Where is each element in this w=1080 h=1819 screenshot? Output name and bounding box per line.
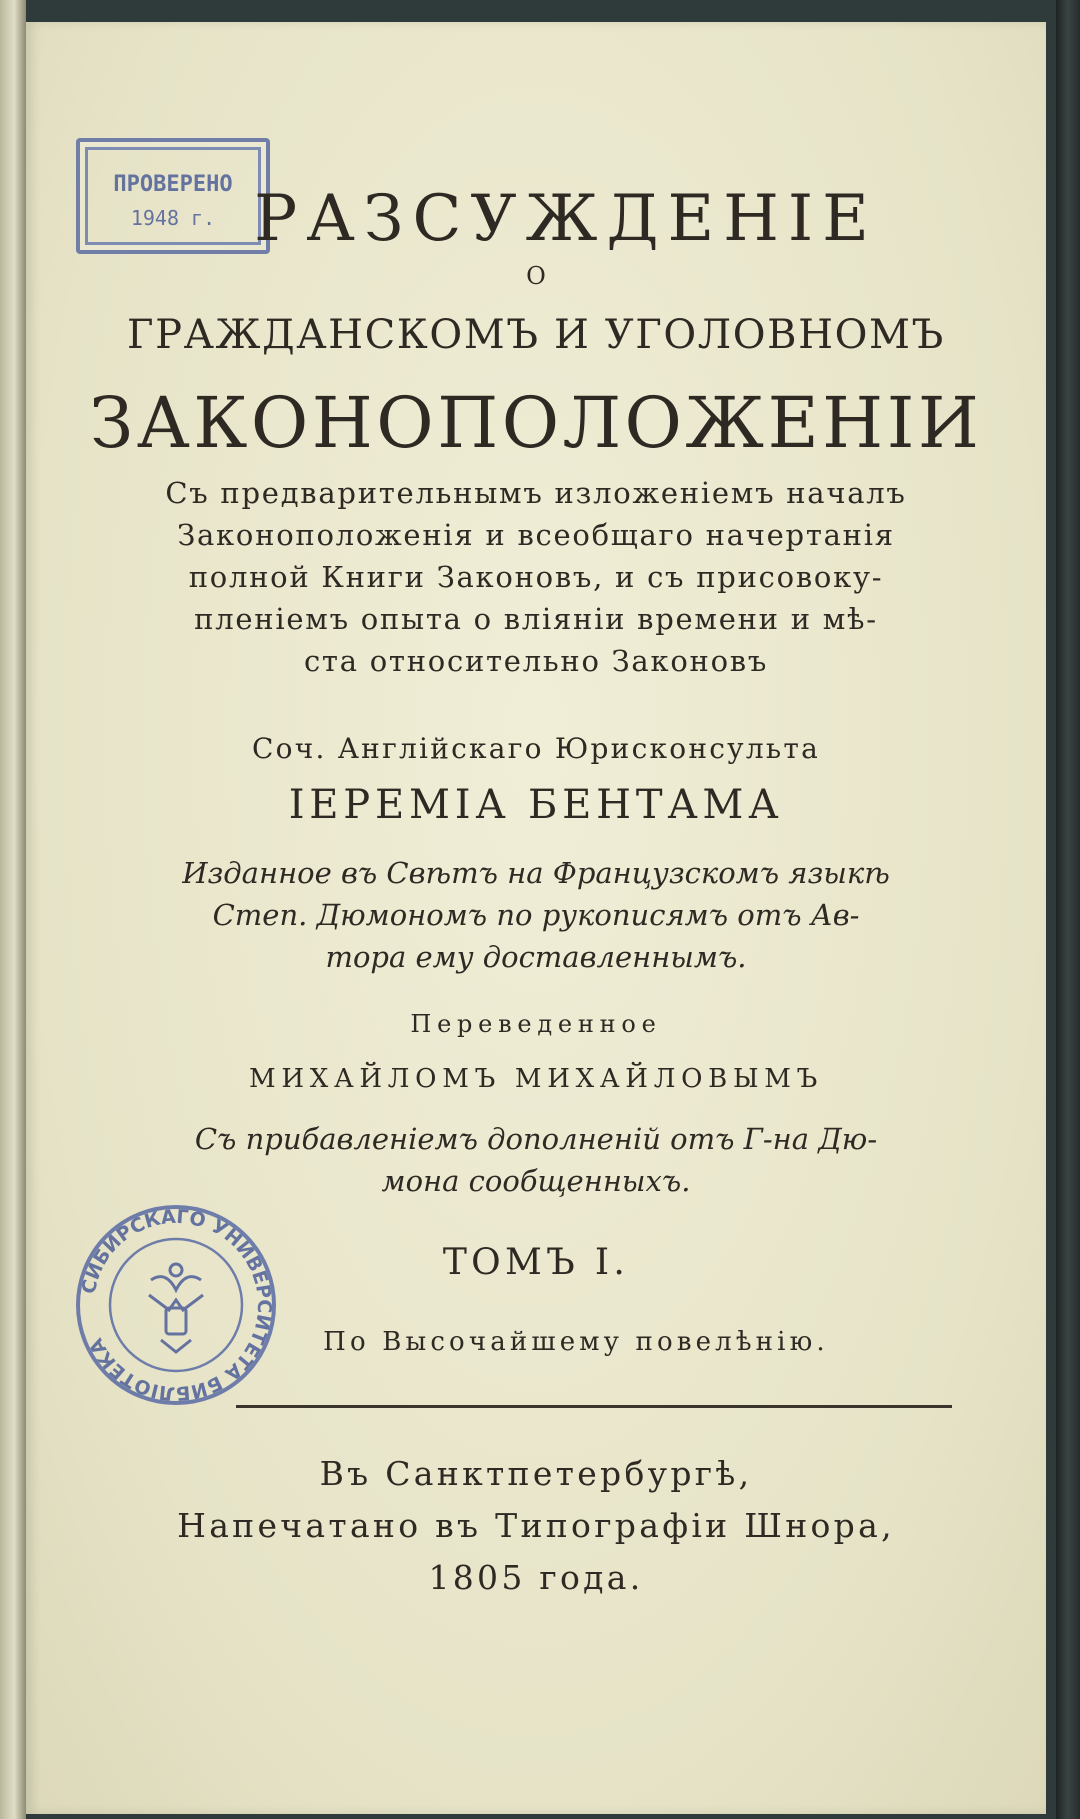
description-line: Съ предварительнымъ изложеніемъ началъ [165, 476, 907, 510]
addition-line: Съ прибавленіемъ дополненій отъ Г-на Дю- [194, 1122, 878, 1156]
addition-line: мона сообщенныхъ. [381, 1164, 691, 1198]
book-main-title: ЗАКОНОПОЛОЖЕНІИ [89, 382, 983, 464]
library-stamp-icon [71, 1200, 281, 1410]
translated-label: Переведенное [410, 1010, 662, 1038]
library-stamp-text: СИБИРСКАГО УНИВЕРСИТЕТА БИБЛІОТЕКА [77, 1205, 276, 1405]
translator-name: МИХАЙЛОМЪ МИХАЙЛОВЫМЪ [249, 1064, 823, 1094]
addition-block [26, 1118, 1046, 1202]
imprint-line: Напечатано въ Типографіи Шнора, [177, 1506, 895, 1545]
stamp-line-2: 1948 г. [130, 206, 216, 230]
description-line: Законоположенія и всеобщаго начертанія [177, 518, 895, 552]
description-line: пленіемъ опыта о вліяніи времени и мѣ- [194, 602, 878, 636]
imprint-line: Въ Санктпетербургѣ, [319, 1454, 753, 1493]
book-cover-edge [1056, 0, 1080, 1819]
stamp-line-1: ПРОВЕРЕНО [113, 172, 233, 197]
book-subtitle: ГРАЖДАНСКОМЪ И УГОЛОВНОМЪ [127, 312, 945, 358]
imprint-line: 1805 года. [428, 1558, 644, 1597]
imprint-block [26, 1448, 1046, 1604]
book-left-edge [0, 0, 26, 1819]
description-line: полной Книги Законовъ, и съ присовоку- [188, 560, 884, 594]
title-preposition: О [526, 262, 546, 290]
edition-line: тора ему доставленнымъ. [325, 940, 747, 974]
edition-block [26, 852, 1046, 978]
book-title: РАЗСУЖДЕНІЕ [254, 182, 878, 256]
edition-line: Изданное въ Свѣтъ на Французскомъ языкѣ [182, 856, 890, 890]
title-page [26, 22, 1046, 1814]
description-line: ста относительно Законовъ [303, 644, 769, 678]
author-name: ІЕРЕМІА БЕНТАМА [288, 782, 784, 828]
description-block [26, 472, 1046, 682]
divider-rule [236, 1405, 952, 1408]
edition-line: Степ. Дюмономъ по рукописямъ отъ Ав- [212, 898, 860, 932]
volume-number: ТОМЪ I. [442, 1242, 630, 1283]
author-line: Соч. Англійскаго Юрисконсульта [251, 732, 821, 765]
imperial-decree: По Высочайшему повелѣнію. [323, 1327, 829, 1357]
